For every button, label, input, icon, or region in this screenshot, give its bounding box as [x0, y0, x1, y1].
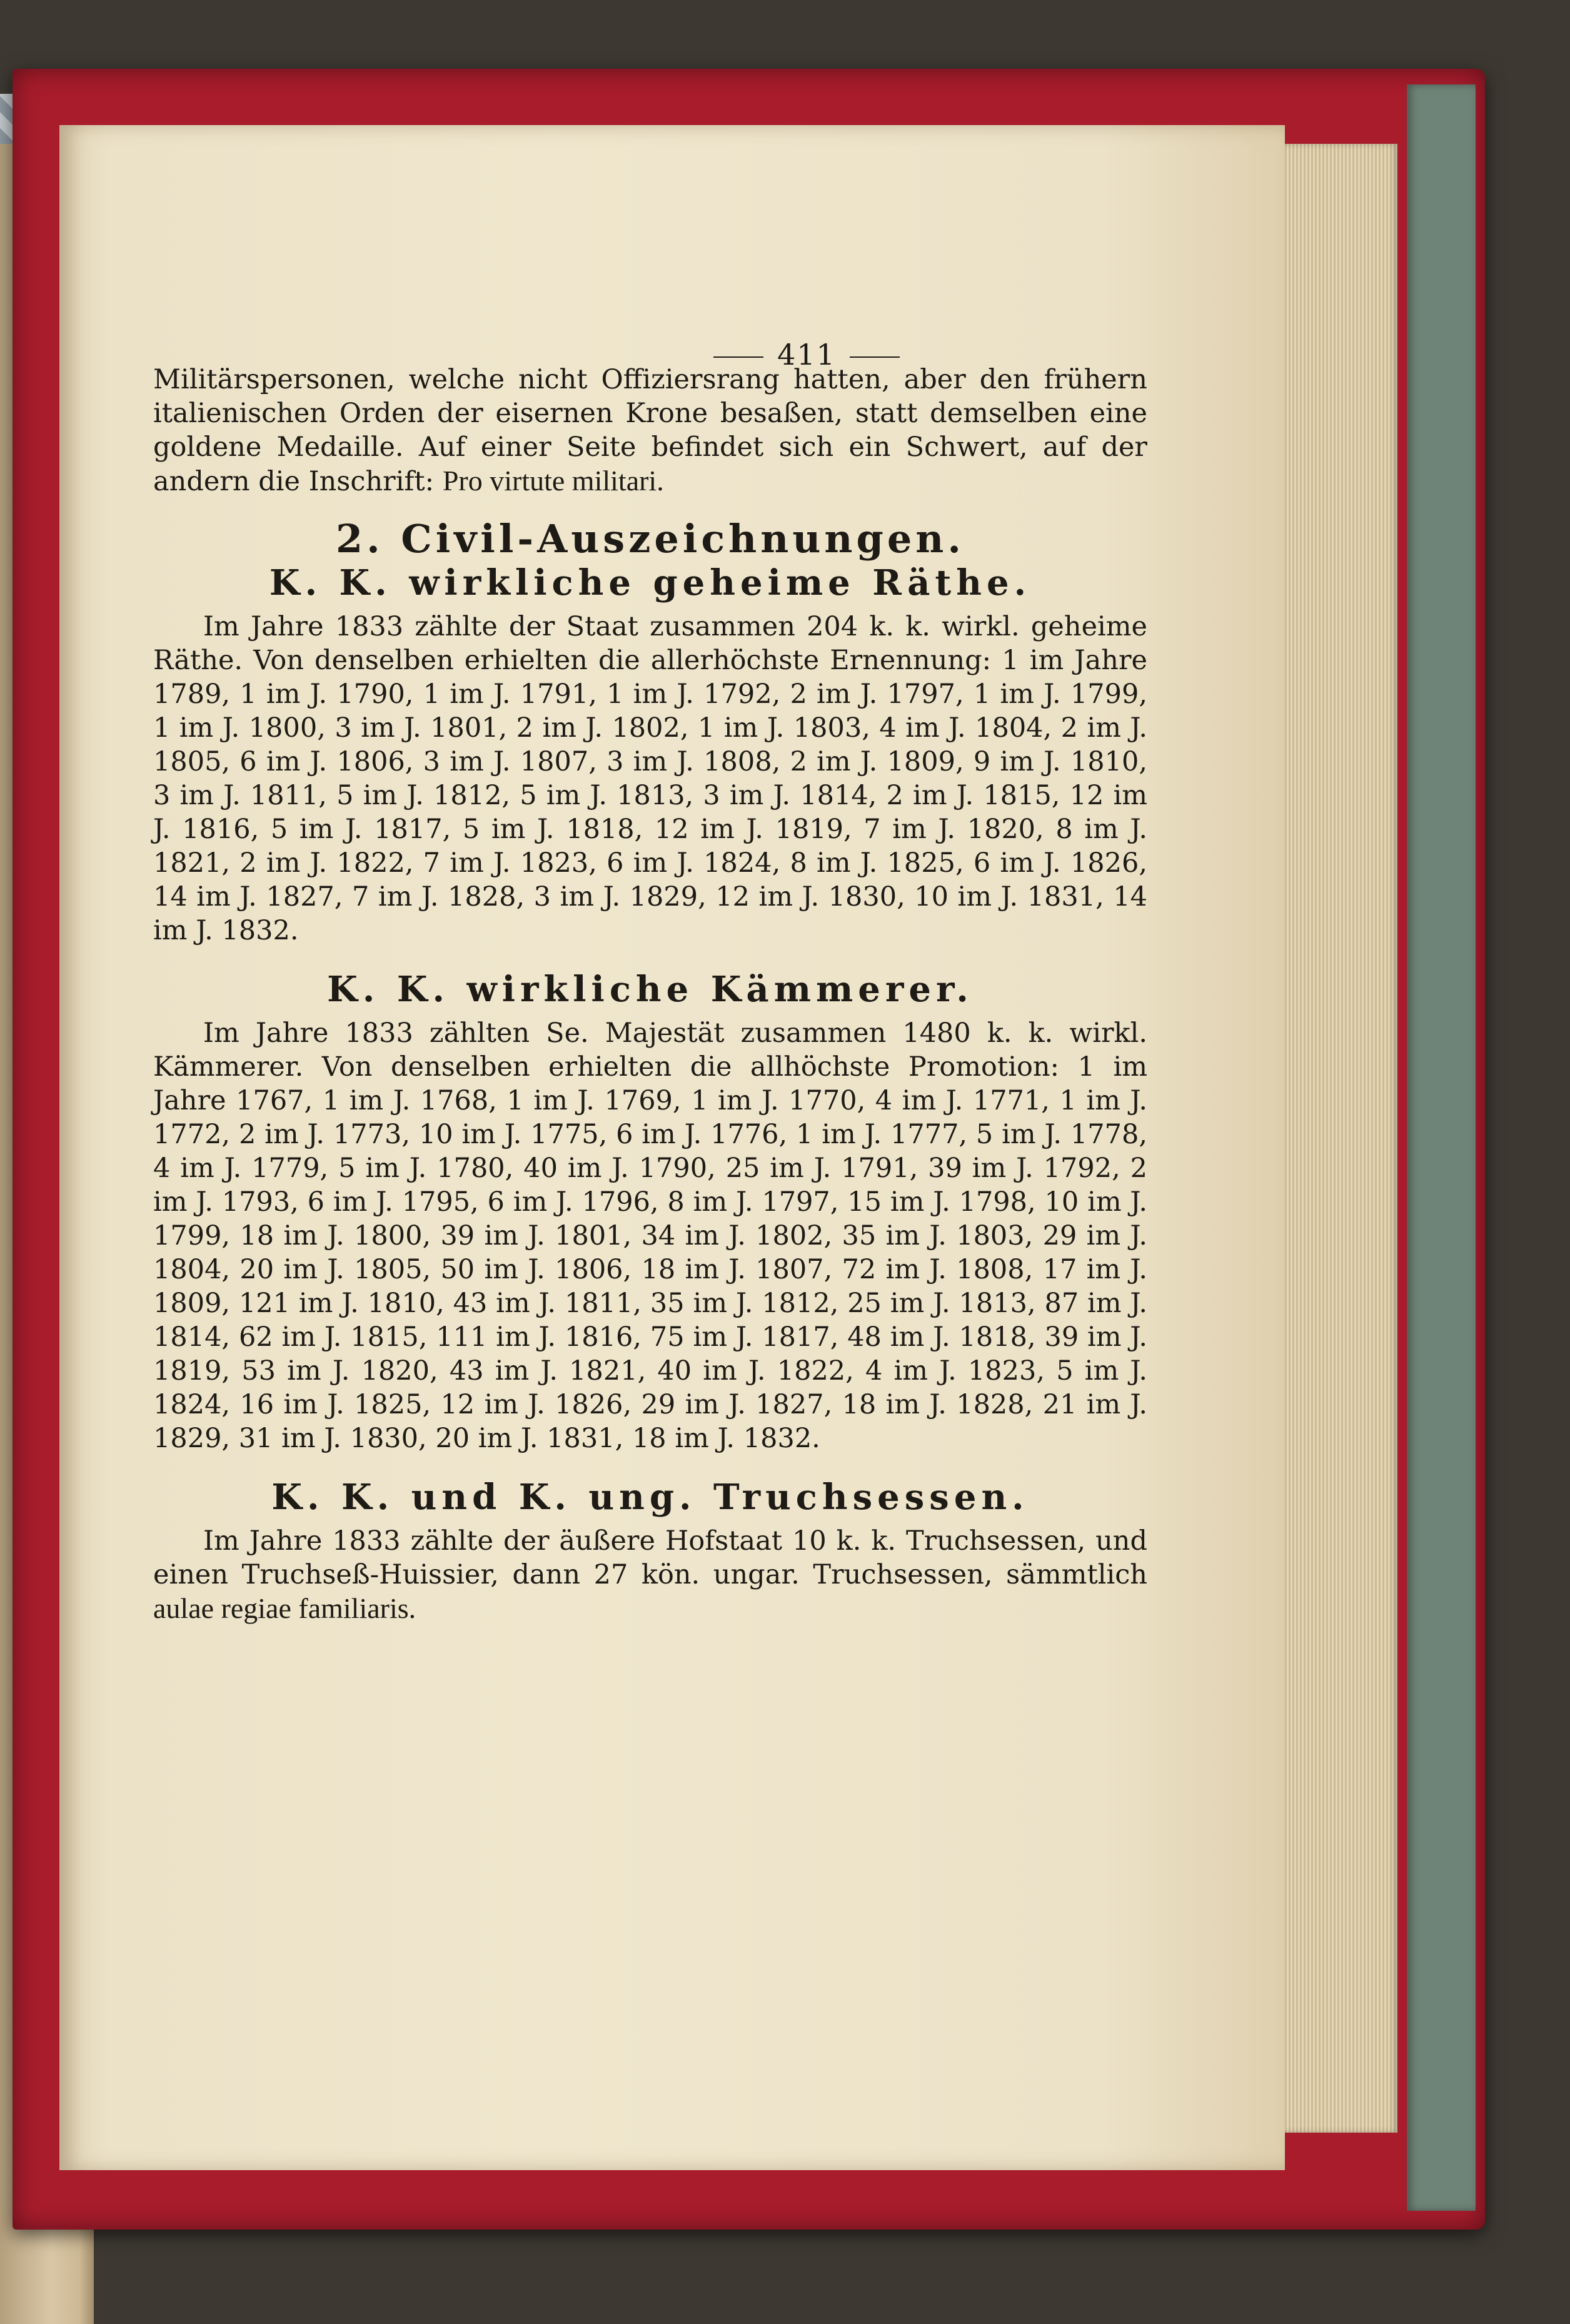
intro-paragraph [153, 363, 1147, 498]
kaemmerer-heading: K. K. wirkliche Kämmerer. [327, 969, 974, 1010]
book-page [59, 125, 1285, 2170]
ornament-left [713, 356, 763, 358]
kaemmerer-paragraph: Im Jahre 1833 zählten Se. Majestät zusammen 1480 k. k. wirkl. Kämmerer. Von denselben erhielten die allhöchste Promotion: 1 im Jahre 1767, 1 im J. 1768, 1 im J. 1769, 1 im J. 1770, 4 im J. 1771, 1 im J. 1772, 2 im J. 1773, 10 im J. 1775, 6 im J. 1776, 1 im J. 1777, 5 im J. 1778, 4 im J. 1779, 5 im J. 1780, 40 im J. 1790, 25 im J. 1791, 39 im J. 1792, 2 im J. 1793, 6 im J. 1795, 6 im J. 1796, 8 im J. 1797, 15 im J. 1798, 10 im J. 1799, 18 im J. 1800, 39 im J. 1801, 34 im J. 1802, 35 im J. 1803, 29 im J. 1804, 20 im J. 1805, 50 im J. 1806, 18 im J. 1807, 72 im J. 1808, 17 im J. 1809, 121 im J. 1810, 43 im J. 1811, 35 im J. 1812, 25 im J. 1813, 87 im J. 1814, 62 im J. 1815, 111 im J. 1816, 75 im J. 1817, 48 im J. 1818, 39 im J. 1819, 53 im J. 1820, 43 im J. 1821, 40 im J. 1822, 4 im J. 1823, 5 im J. 1824, 16 im J. 1825, 12 im J. 1826, 29 im J. 1827, 18 im J. 1828, 21 im J. 1829, 31 im J. 1830, 20 im J. 1831, 18 im J. 1832. [153, 1018, 1147, 1454]
geheime-raethe-heading: K. K. wirkliche geheime Räthe. [269, 562, 1032, 604]
geheime-raethe-paragraph: Im Jahre 1833 zählte der Staat zusammen 204 k. k. wirkl. geheime Räthe. Von denselben erhielten die allerhöchste Ernennung: 1 im Jahre 1789, 1 im J. 1790, 1 im J. 1791, 1 im J. 1792, 2 im J. 1797, 1 im J. 1799, 1 im J. 1800, 3 im J. 1801, 2 im J. 1802, 1 im J. 1803, 4 im J. 1804, 2 im J. 1805, 6 im J. 1806, 3 im J. 1807, 3 im J. 1808, 2 im J. 1809, 9 im J. 1810, 3 im J. 1811, 5 im J. 1812, 5 im J. 1813, 3 im J. 1814, 2 im J. 1815, 12 im J. 1816, 5 im J. 1817, 5 im J. 1818, 12 im J. 1819, 7 im J. 1820, 8 im J. 1821, 2 im J. 1822, 7 im J. 1823, 6 im J. 1824, 8 im J. 1825, 6 im J. 1826, 14 im J. 1827, 7 im J. 1828, 3 im J. 1829, 12 im J. 1830, 10 im J. 1831, 14 im J. 1832. [153, 611, 1147, 946]
intro-text: Militärspersonen, welche nicht Offiziersrang hatten, aber den frühern italienischen Orden der eisernen Krone besaßen, statt demselben eine goldene Medaille. Auf einer Seite befindet sich ein Schwert, auf der andern die Inschrift: [153, 364, 1147, 497]
truchsessen-paragraph [153, 1524, 1147, 1626]
cover-inner-board [1407, 84, 1476, 2211]
truchsessen-latin: aulae regiae familiaris. [153, 1592, 416, 1624]
ornament-right [850, 356, 900, 358]
truchsessen-heading: K. K. und K. ung. Truchsessen. [271, 1477, 1029, 1518]
page-number: 411 [777, 338, 836, 371]
page-text [153, 338, 1147, 1626]
intro-latin-inscription: Pro virtute militari. [442, 465, 664, 497]
page-number-line [306, 338, 1307, 371]
truchsessen-text: Im Jahre 1833 zählte der äußere Hofstaat 10 k. k. Truchsessen, und einen Truchseß-Huissier, dann 27 kön. ungar. Truchsessen, sämmtlich [153, 1525, 1147, 1590]
section-heading: 2. Civil-Auszeichnungen. [336, 516, 965, 562]
